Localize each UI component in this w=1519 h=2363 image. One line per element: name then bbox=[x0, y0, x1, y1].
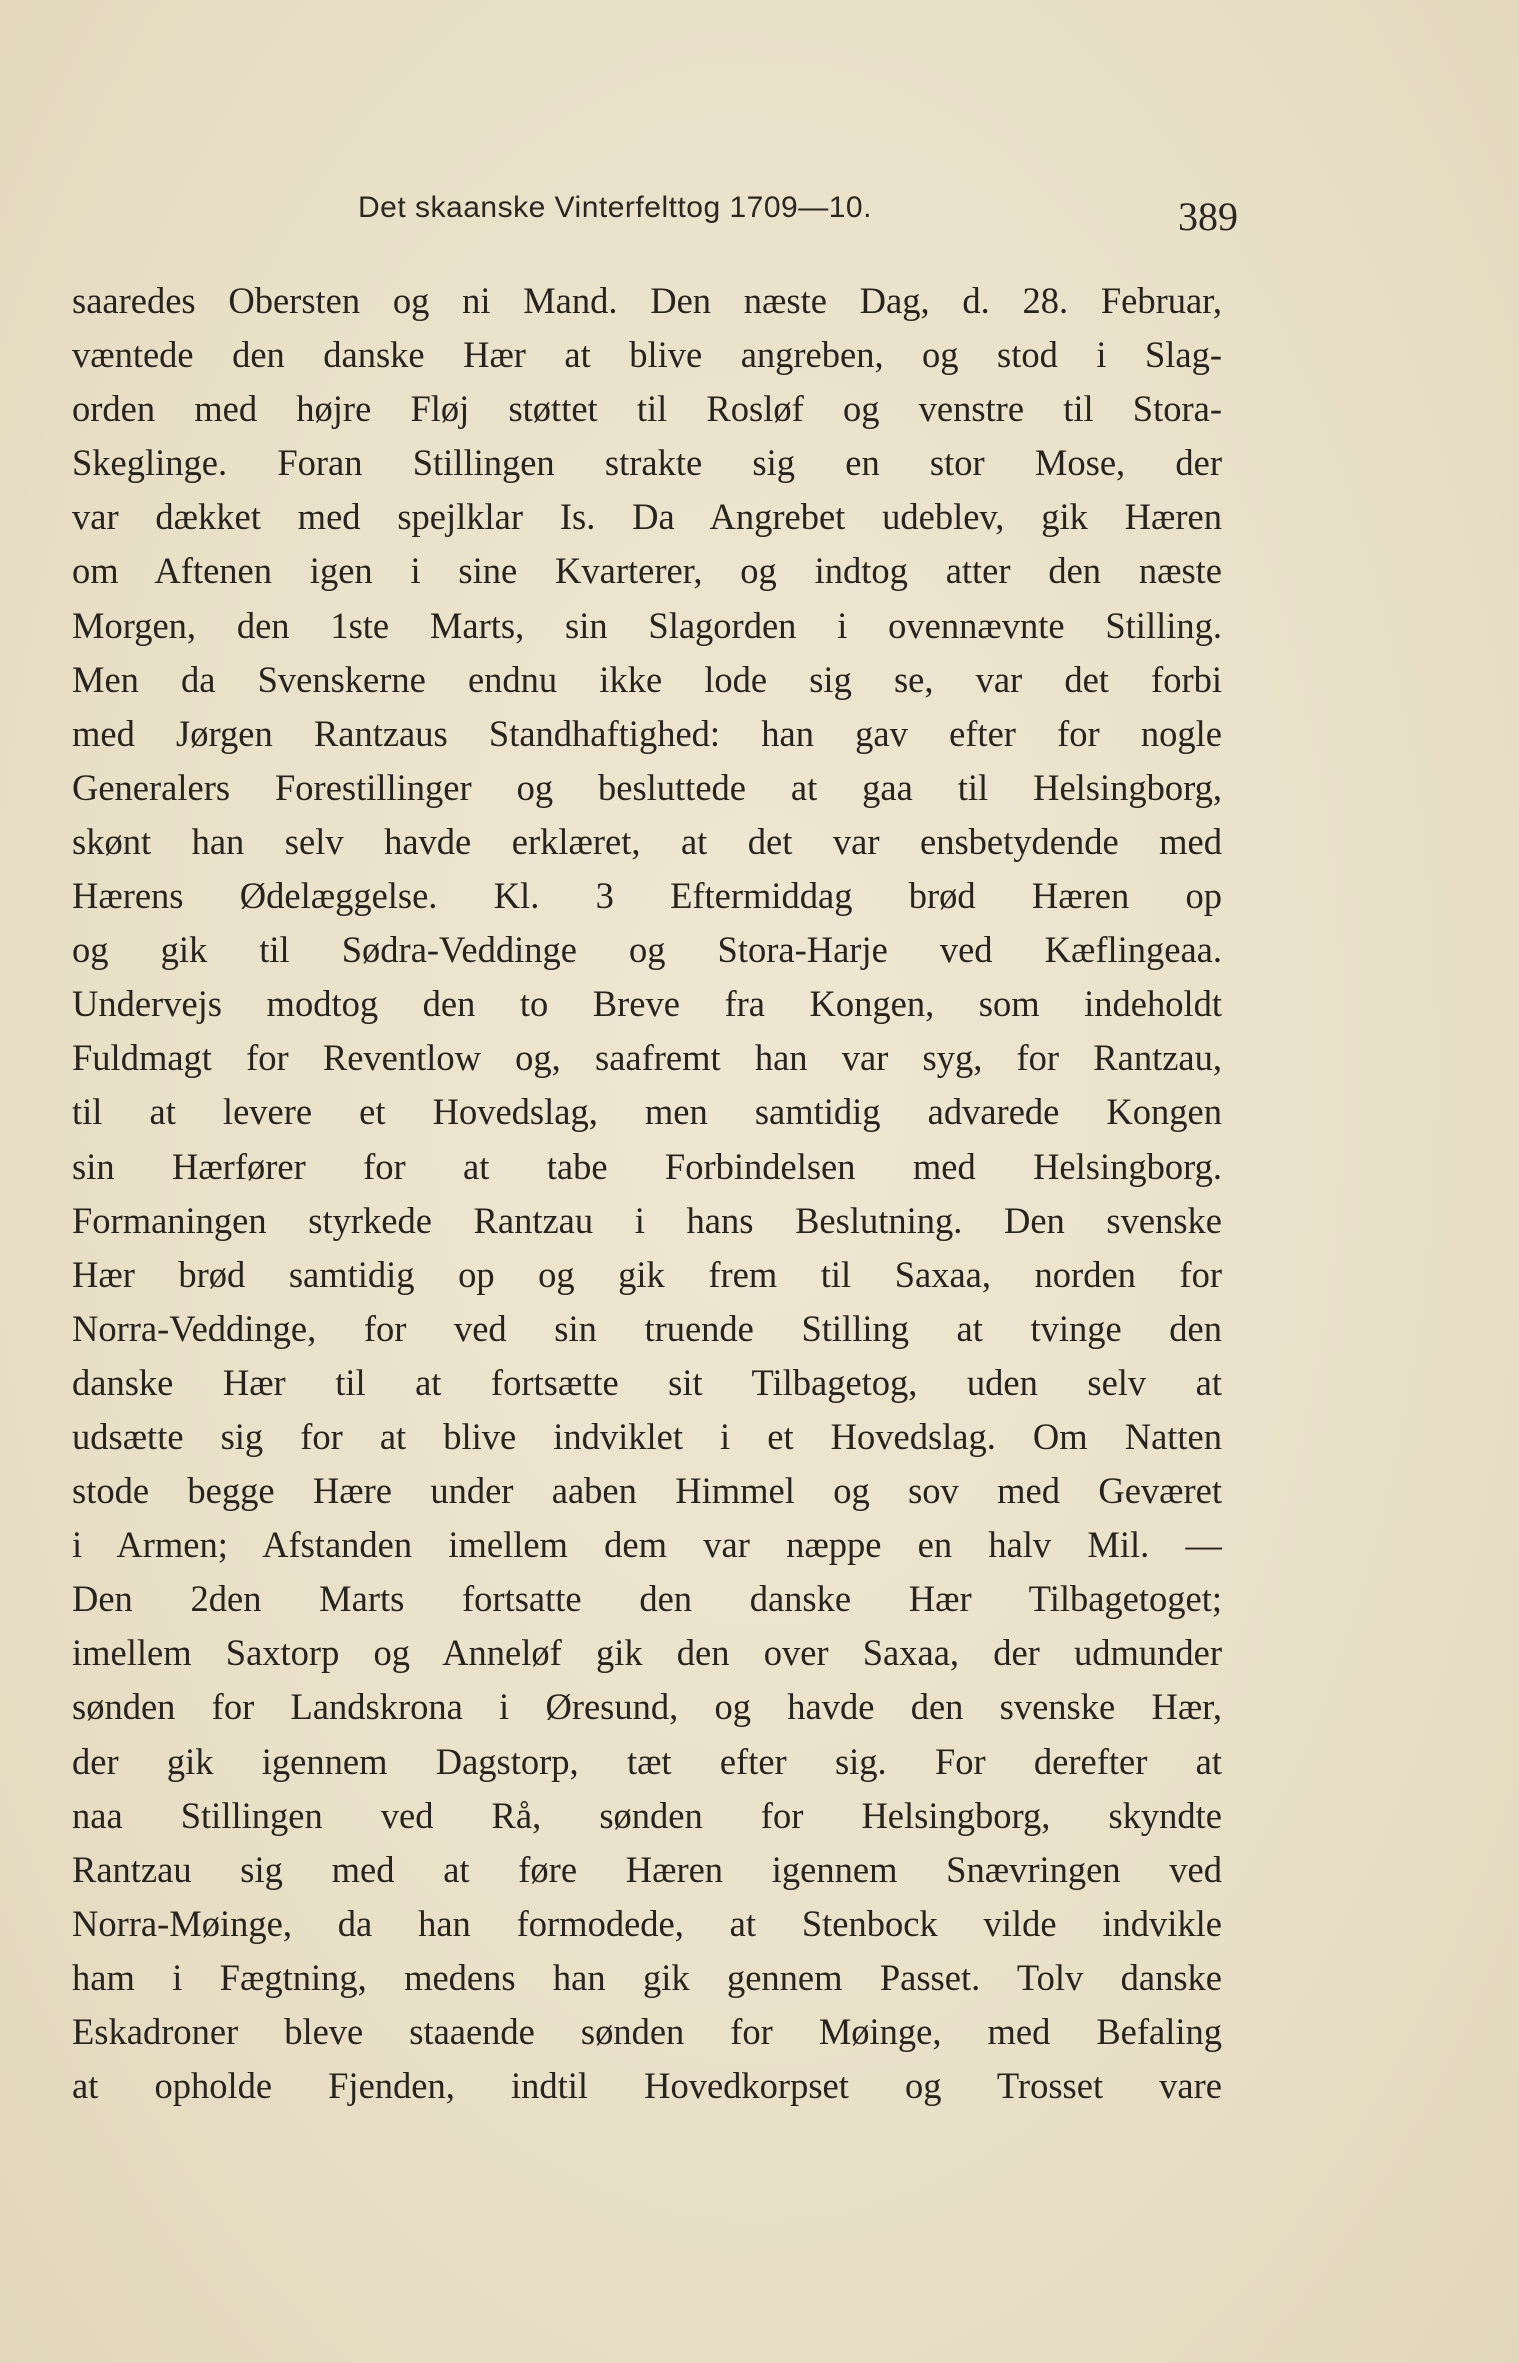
text-line: Skeglinge. Foran Stillingen strakte sig en stor Mose, der bbox=[72, 442, 1222, 484]
text-line: Morgen, den 1ste Marts, sin Slagorden i ovennævnte Stilling. bbox=[72, 604, 1222, 646]
text-line: Norra-Møinge, da han formodede, at Stenbock vilde indvikle bbox=[72, 1902, 1222, 1944]
text-line: der gik igennem Dagstorp, tæt efter sig. For derefter at bbox=[72, 1740, 1222, 1782]
text-line: sønden for Landskrona i Øresund, og havde den svenske Hær, bbox=[72, 1686, 1222, 1728]
page-number: 389 bbox=[1178, 194, 1238, 239]
text-line: om Aftenen igen i sine Kvarterer, og indtog atter den næste bbox=[72, 550, 1222, 592]
text-line: Men da Svenskerne endnu ikke lode sig se, var det forbi bbox=[72, 658, 1222, 700]
text-line: Undervejs modtog den to Breve fra Kongen, som indeholdt bbox=[72, 983, 1222, 1025]
text-line: Formaningen styrkede Rantzau i hans Beslutning. Den svenske bbox=[72, 1199, 1222, 1241]
text-line: orden med højre Fløj støttet til Rosløf og venstre til Stora- bbox=[72, 388, 1222, 430]
text-line: udsætte sig for at blive indviklet i et Hovedslag. Om Natten bbox=[72, 1415, 1222, 1457]
text-line: til at levere et Hovedslag, men samtidig advarede Kongen bbox=[72, 1091, 1222, 1133]
text-line: at opholde Fjenden, indtil Hovedkorpset og Trosset vare bbox=[72, 2065, 1222, 2107]
text-line: ham i Fægtning, medens han gik gennem Passet. Tolv danske bbox=[72, 1956, 1222, 1998]
text-line: med Jørgen Rantzaus Standhaftighed: han gav efter for nogle bbox=[72, 712, 1222, 754]
text-line: væntede den danske Hær at blive angreben, og stod i Slag- bbox=[72, 334, 1222, 376]
text-line: i Armen; Afstanden imellem dem var næppe en halv Mil. — bbox=[72, 1524, 1222, 1566]
text-line: Rantzau sig med at føre Hæren igennem Snævringen ved bbox=[72, 1848, 1222, 1890]
text-line: Fuldmagt for Reventlow og, saafremt han var syg, for Rantzau, bbox=[72, 1037, 1222, 1079]
text-line: skønt han selv havde erklæret, at det var ensbetydende med bbox=[72, 820, 1222, 862]
text-line: naa Stillingen ved Rå, sønden for Helsingborg, skyndte bbox=[72, 1794, 1222, 1836]
text-line: var dækket med spejlklar Is. Da Angrebet udeblev, gik Hæren bbox=[72, 496, 1222, 538]
text-line: Hær brød samtidig op og gik frem til Saxaa, norden for bbox=[72, 1253, 1222, 1295]
running-title: Det skaanske Vinterfelttog 1709—10. bbox=[358, 191, 872, 224]
text-line: stode begge Hære under aaben Himmel og sov med Geværet bbox=[72, 1470, 1222, 1512]
text-line: Eskadroner bleve staaende sønden for Møinge, med Befaling bbox=[72, 2011, 1222, 2052]
body-text bbox=[72, 274, 1222, 2113]
text-line: Hærens Ødelæggelse. Kl. 3 Eftermiddag brød Hæren op bbox=[72, 875, 1222, 917]
text-line: Den 2den Marts fortsatte den danske Hær Tilbagetoget; bbox=[72, 1578, 1222, 1620]
text-line: imellem Saxtorp og Anneløf gik den over Saxaa, der udmunder bbox=[72, 1632, 1222, 1674]
page-header bbox=[358, 183, 1238, 239]
text-line: Generalers Forestillinger og besluttede at gaa til Helsingborg, bbox=[72, 766, 1222, 808]
text-line: og gik til Sødra-Veddinge og Stora-Harje ved Kæflingeaa. bbox=[72, 929, 1222, 971]
text-line: saaredes Obersten og ni Mand. Den næste Dag, d. 28. Februar, bbox=[72, 280, 1222, 321]
text-line: danske Hær til at fortsætte sit Tilbagetog, uden selv at bbox=[72, 1361, 1222, 1403]
text-line: Norra-Veddinge, for ved sin truende Stilling at tvinge den bbox=[72, 1307, 1222, 1349]
text-line: sin Hærfører for at tabe Forbindelsen med Helsingborg. bbox=[72, 1145, 1222, 1187]
